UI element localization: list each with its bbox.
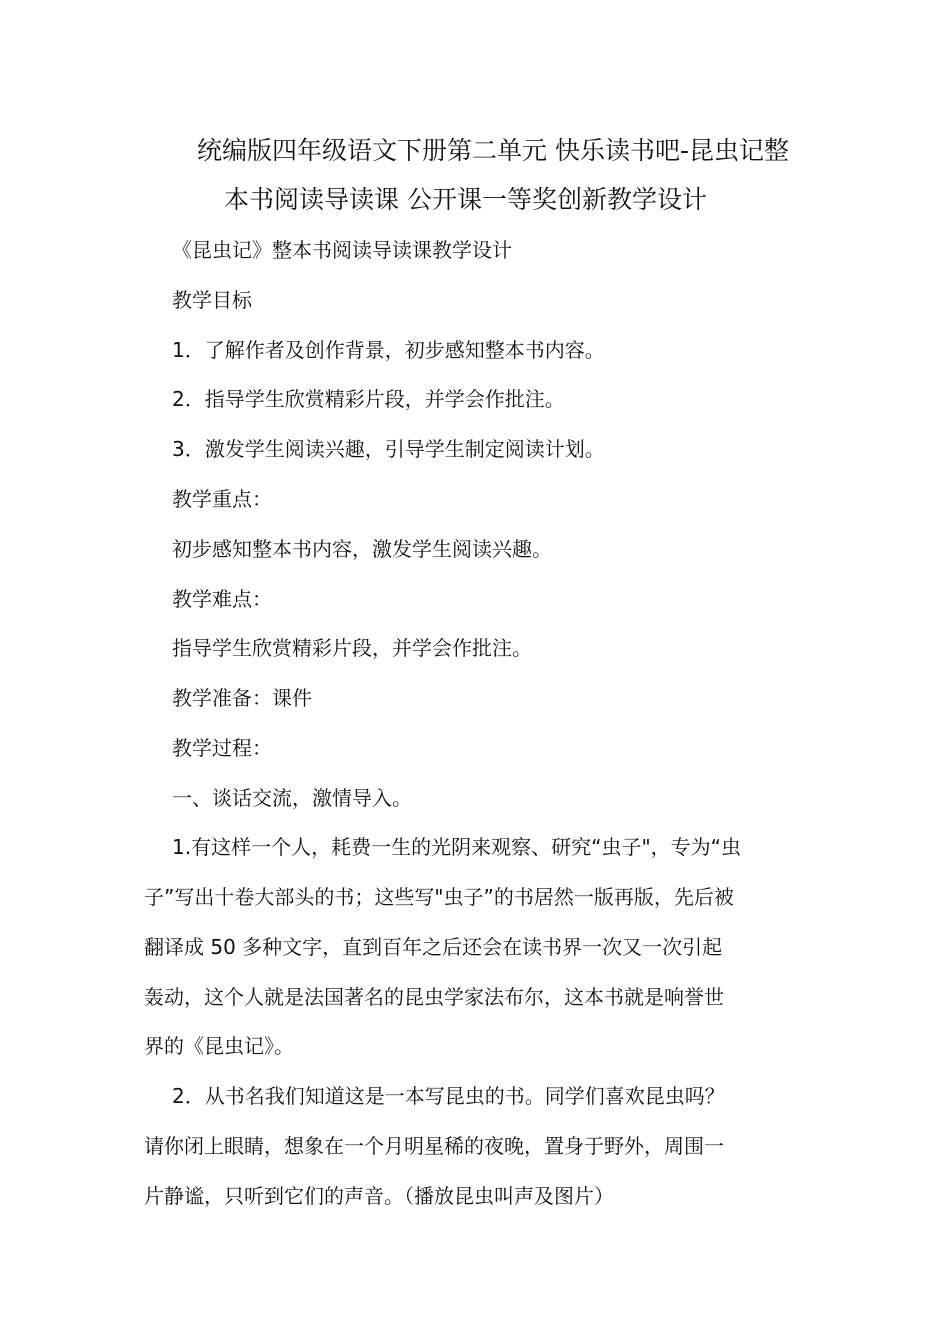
paragraph-2-line-2: 请你闭上眼睛，想象在一个月明星稀的夜晚，置身于野外，周围一 bbox=[144, 1134, 724, 1158]
goal-item-3: 3．激发学生阅读兴趣，引导学生制定阅读计划。 bbox=[172, 437, 605, 461]
difficulty-heading: 教学难点： bbox=[172, 587, 272, 611]
paragraph-1-line-4: 轰动，这个人就是法国著名的昆虫学家法布尔，这本书就是响誉世 bbox=[144, 985, 724, 1009]
preparation-line: 教学准备：课件 bbox=[172, 686, 312, 710]
goals-heading: 教学目标 bbox=[172, 288, 252, 312]
paragraph-1-line-2: 子”写出十卷大部头的书；这些写"虫子”的书居然一版再版，先后被 bbox=[144, 885, 734, 909]
document-title-line-2: 本书阅读导读课 公开课一等奖创新教学设计 bbox=[224, 185, 707, 214]
section-1-heading: 一、谈话交流，激情导入。 bbox=[172, 786, 412, 810]
process-heading: 教学过程： bbox=[172, 736, 272, 760]
goal-item-2: 2．指导学生欣赏精彩片段，并学会作批注。 bbox=[172, 387, 565, 411]
key-points-text: 初步感知整本书内容，激发学生阅读兴趣。 bbox=[172, 537, 552, 561]
lesson-subtitle: 《昆虫记》整本书阅读导读课教学设计 bbox=[172, 238, 512, 262]
paragraph-2-line-1: 2．从书名我们知道这是一本写昆虫的书。同学们喜欢昆虫吗？ bbox=[172, 1084, 725, 1108]
goal-item-1: 1．了解作者及创作背景，初步感知整本书内容。 bbox=[172, 338, 605, 362]
paragraph-2-line-3: 片静谧，只听到它们的声音。（播放昆虫叫声及图片） bbox=[144, 1184, 614, 1208]
key-points-heading: 教学重点： bbox=[172, 487, 272, 511]
difficulty-text: 指导学生欣赏精彩片段，并学会作批注。 bbox=[172, 636, 532, 660]
paragraph-1-line-5: 界的《昆虫记》。 bbox=[144, 1034, 294, 1058]
paragraph-1-line-1: 1.有这样一个人，耗费一生的光阴来观察、研究“虫子"，专为“虫 bbox=[172, 835, 742, 859]
document-title-line-1: 统编版四年级语文下册第二单元 快乐读书吧-昆虫记整 bbox=[197, 136, 789, 165]
paragraph-1-line-3: 翻译成 50 多种文字，直到百年之后还会在读书界一次又一次引起 bbox=[144, 935, 723, 959]
